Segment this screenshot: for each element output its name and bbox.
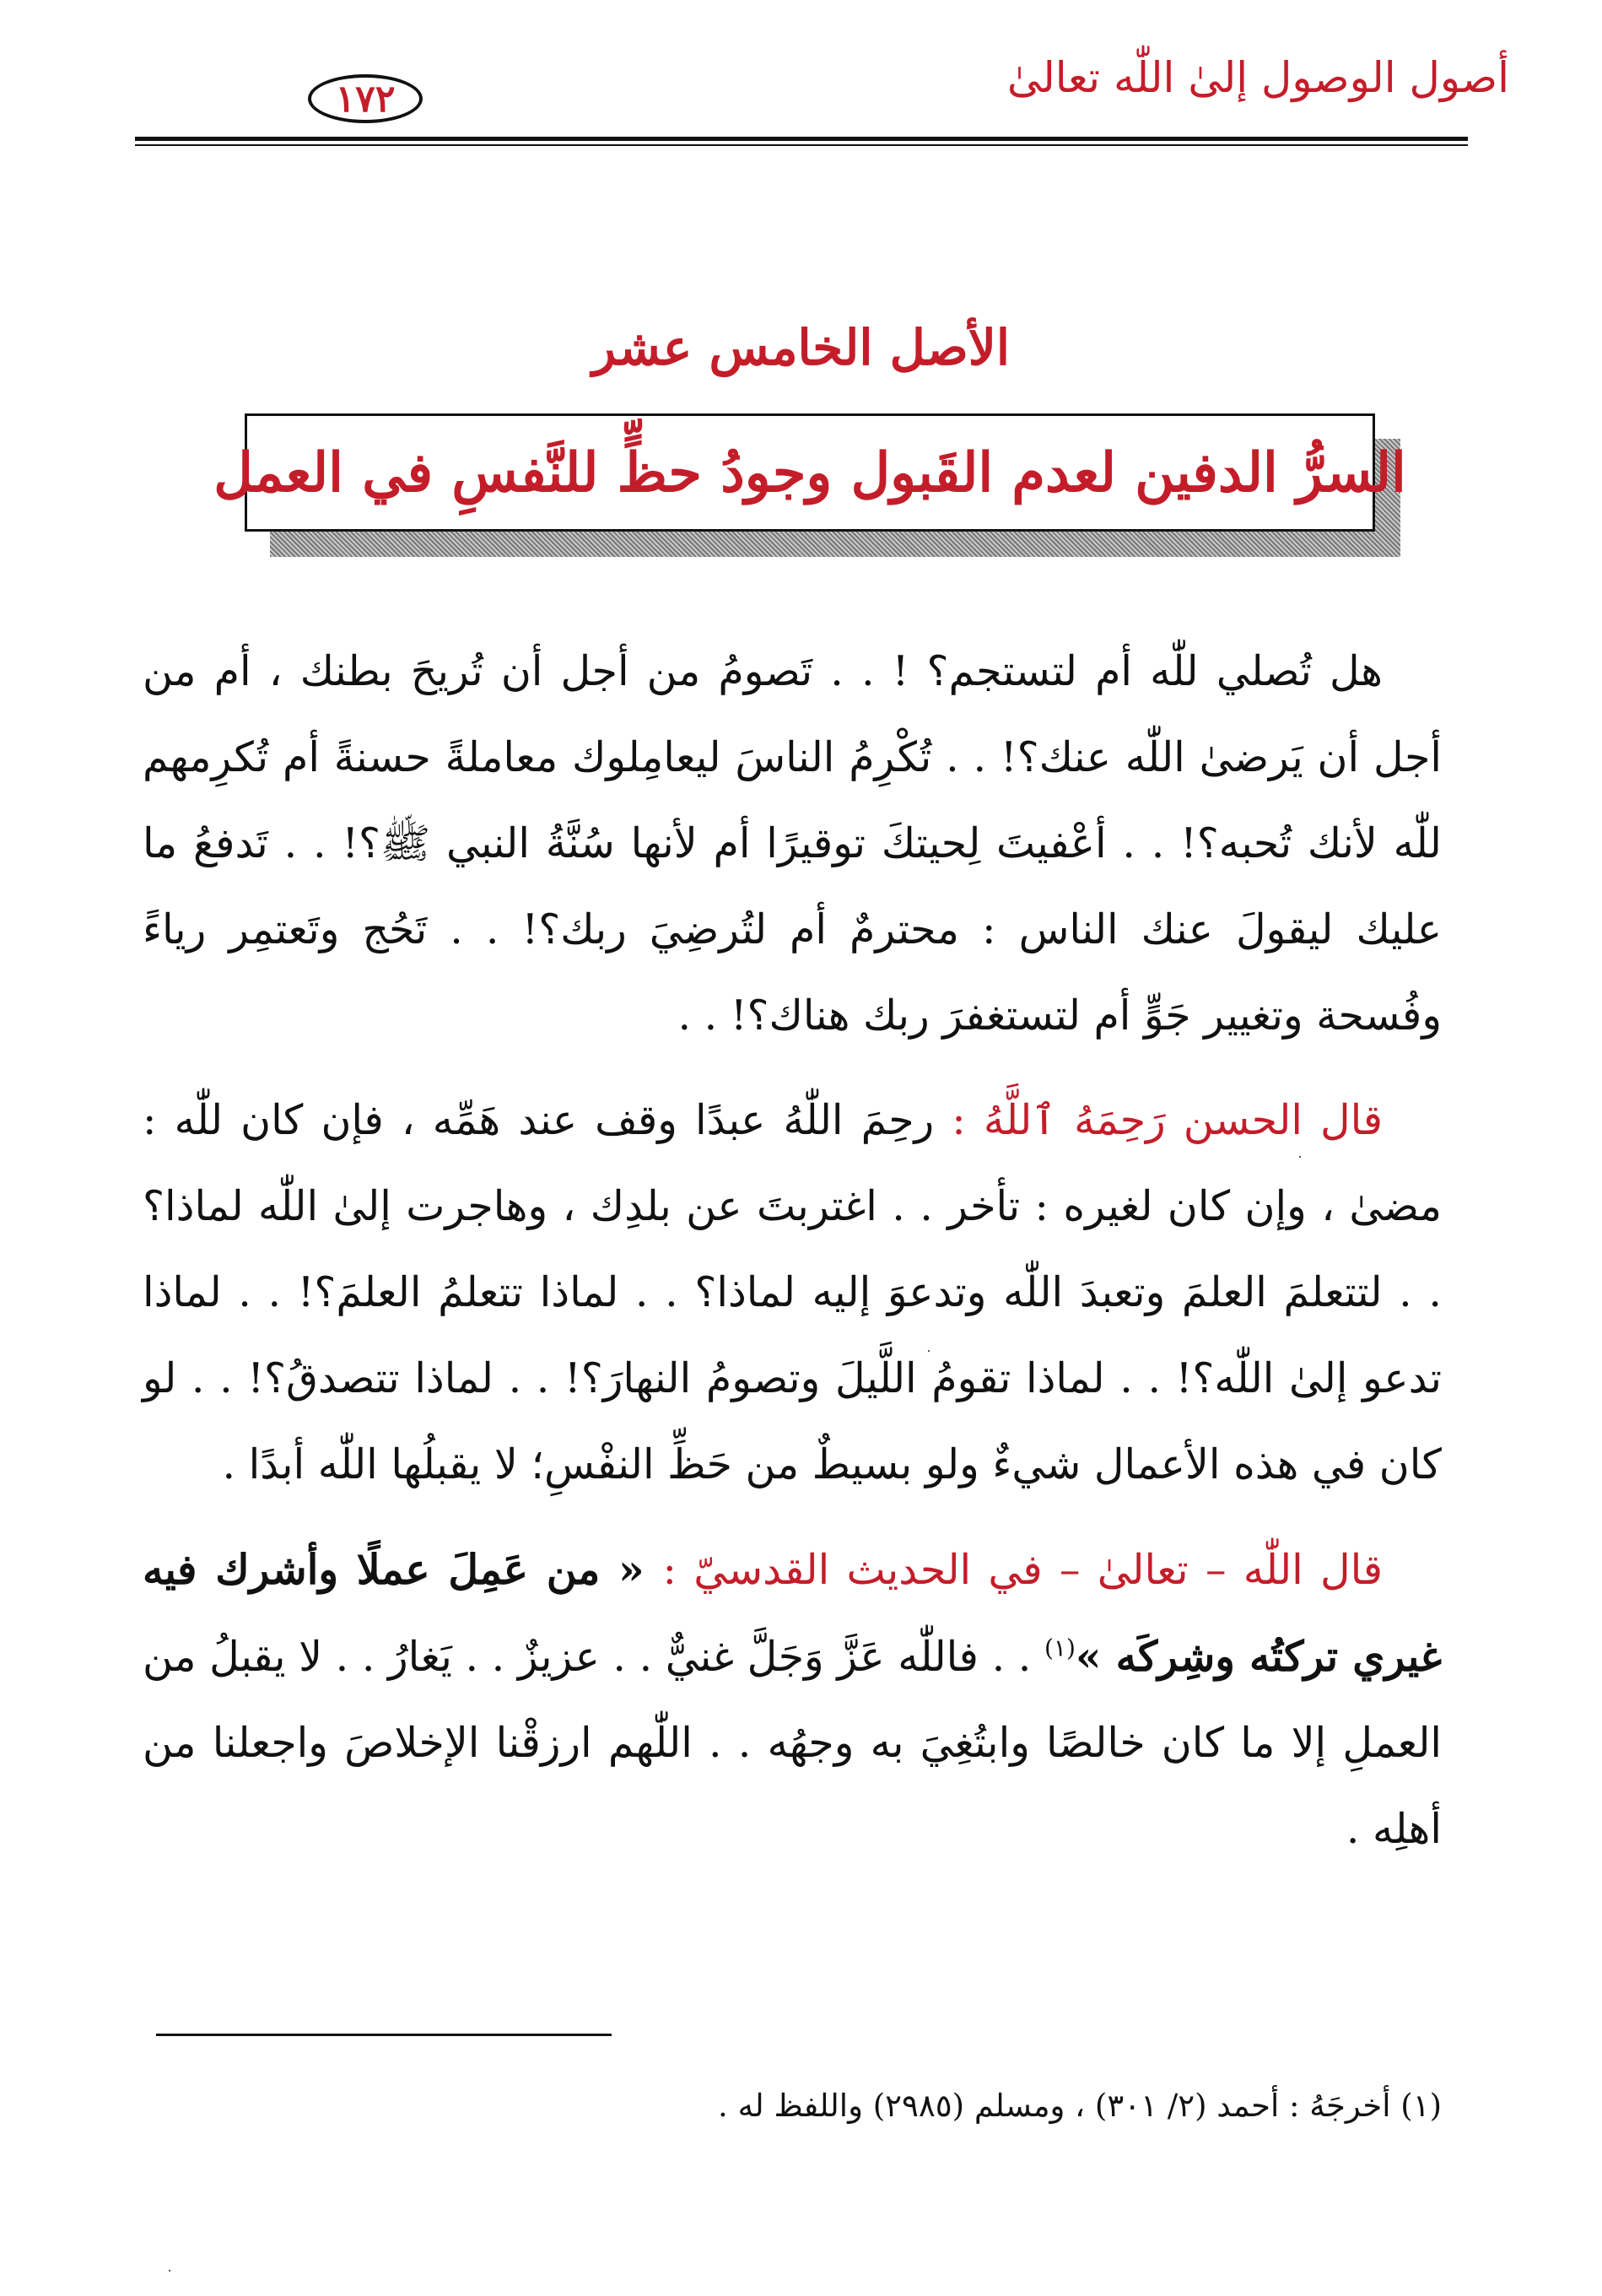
speaker-label: قال الحسن رَحِمَهُ ٱللَّهُ :: [952, 1096, 1383, 1144]
header-rule-thick: [135, 137, 1468, 141]
paragraph-1: هل تُصلي للّٰه أم لتستجم؟ ! . . تَصومُ من أجل أن تُريحَ بطنك ، أم من أجل أن يَرضىٰ اللّٰه عنك؟! . . تُكْرِمُ الناسَ ليعامِلوك معاملةً حسنةً أم تُكرِمهم للّٰه لأنك تُحبه؟! . . أعْفيتَ لِحيتكَ توقيرًا أم لأنها سُنَّةُ النبي ﷺ؟! . . تَدفعُ ما عليك ليقولَ عنك الناس : محترمٌ أم لتُرضِيَ ربك؟! . . تَحُج وتَعتمِر رياءً وفُسحة وتغيير جَوٍّ أم لتستغفرَ ربك هناك؟! . .: [143, 647, 1442, 1040]
paragraph-2-text: رحِمَ اللّٰهُ عبدًا وقف عند هَمِّه ، فإن كان للّٰه : مضىٰ ، وإن كان لغيره : تأخر . . اغتربتَ عن بلدِك ، وهاجرت إلىٰ اللّٰه لماذا؟ . . لتتعلمَ العلمَ وتعبدَ اللّٰه وتدعوَ إليه لماذا؟ . . لماذا تتعلمُ العلمَ؟! . . لماذا تدعو إلىٰ اللّٰه؟! . . لماذا تقومُ اللَّيلَ وتصومُ النهارَ؟! . . لماذا تتصدقُ؟! . . لو كان في هذه الأعمال شيءٌ ولو بسيطٌ من حَظِّ النفْسِ؛ لا يقبلُها اللّٰه أبدًا .: [143, 1096, 1442, 1488]
scan-speck: [169, 2270, 170, 2272]
paragraph-3: [143, 1526, 1442, 1872]
hadith-intro: قال اللّٰه – تعالىٰ – في الحديث القدسيّ :: [662, 1546, 1383, 1594]
footnote-reference[interactable]: (١): [1044, 1634, 1076, 1662]
page-number-badge: ١٧٢: [308, 74, 423, 123]
subtitle-box: [213, 413, 1406, 532]
subtitle-text: السرُّ الدفين لعدم القَبول وجودُ حظٍّ للنَّفسِ في العمل: [213, 440, 1406, 505]
footnote-divider: [156, 2034, 612, 2036]
footnote: (١) أخرجَهُ : أحمد (٢/ ٣٠١) ، ومسلم (٢٩٨٥) واللفظ له .: [718, 2088, 1442, 2124]
paragraph-3-text: . . فاللّٰه عَزَّ وَجَلَّ غنيٌّ . . عزيزٌ . . يَغارُ . . لا يقبلُ من العملِ إلا ما كان خالصًا وابتُغِيَ به وجهُه . . اللّٰهم ارزقْنا الإخلاصَ واجعلنا من أهلِه .: [143, 1633, 1442, 1853]
header-rule-thin: [135, 144, 1468, 146]
hadith-quote: « من عَمِلَ عملًا وأشرك فيه غيري تركتُه وشِركَه »: [143, 1545, 1442, 1681]
running-title: أصول الوصول إلىٰ اللّٰه تعالىٰ: [1006, 53, 1509, 102]
paragraph-2: [143, 1078, 1442, 1508]
scan-speck: [928, 1350, 930, 1352]
body-text: [143, 629, 1442, 1891]
scan-speck: [1299, 1156, 1301, 1158]
section-heading: الأصل الخامس عشر: [591, 319, 1010, 376]
